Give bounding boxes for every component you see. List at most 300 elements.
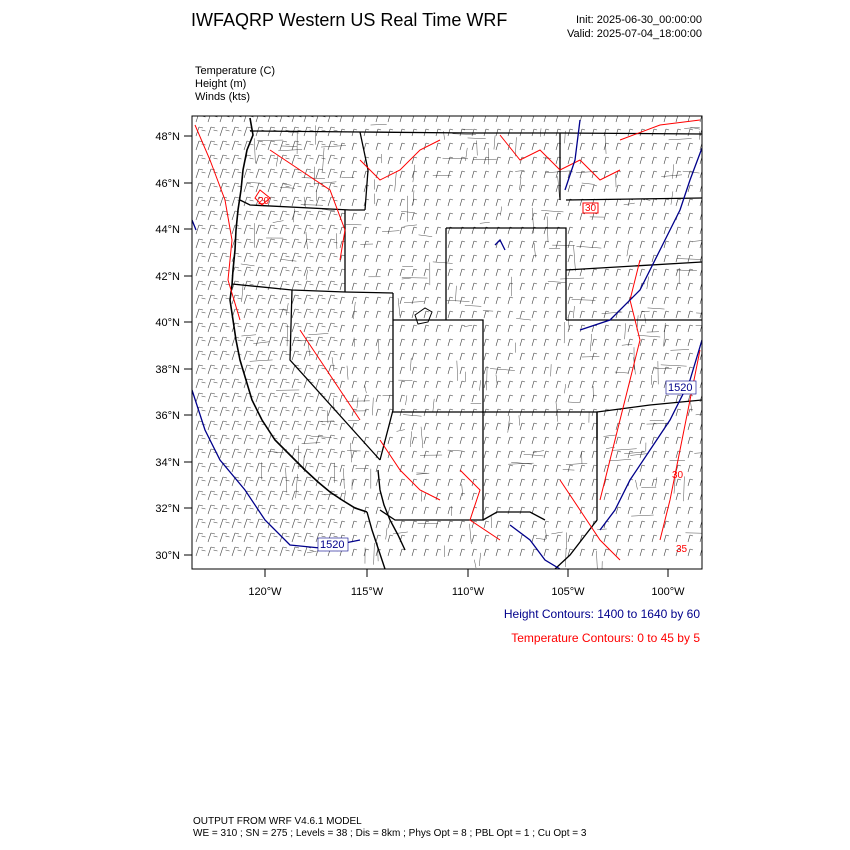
wind-barb: [220, 113, 230, 122]
wind-barb: [412, 241, 417, 248]
wind-barb: [364, 227, 369, 234]
wind-barb: [280, 393, 290, 402]
wind-barb: [280, 407, 290, 416]
wind-barb: [508, 171, 513, 178]
wind-barb: [232, 183, 242, 192]
wind-barb: [304, 547, 314, 556]
county-line: [433, 399, 434, 412]
wind-barb: [352, 241, 357, 248]
wind-barb: [532, 437, 537, 444]
wind-barb: [592, 549, 597, 556]
wind-barb: [220, 449, 230, 458]
wind-barb: [268, 379, 278, 388]
wind-barb: [640, 157, 645, 164]
wind-barb: [256, 449, 266, 458]
wind-barb: [292, 365, 302, 374]
county-line: [637, 335, 660, 337]
wind-barb: [616, 255, 621, 262]
wind-barb: [532, 381, 537, 388]
wind-barb: [376, 283, 381, 290]
wind-barb: [544, 507, 549, 514]
wind-barb: [508, 507, 513, 514]
county-line: [615, 372, 628, 373]
wind-barb: [604, 227, 609, 234]
wind-barb: [616, 549, 621, 556]
wind-barb: [400, 325, 405, 332]
wind-barb: [196, 239, 206, 248]
wind-barb: [496, 465, 501, 472]
wind-barb: [292, 281, 302, 290]
wind-barb: [280, 169, 290, 178]
county-line: [568, 317, 569, 330]
wind-barb: [508, 479, 513, 486]
wind-barb: [424, 325, 429, 332]
wind-barb: [424, 157, 429, 164]
wind-barb: [268, 337, 278, 346]
wind-barb: [376, 227, 381, 234]
county-line: [576, 171, 598, 172]
wind-barb: [496, 507, 501, 514]
wind-barb: [292, 505, 302, 514]
wind-barb: [580, 465, 585, 472]
wind-barb: [208, 533, 218, 542]
wind-barb: [340, 465, 345, 472]
wind-barb: [220, 239, 230, 248]
wind-barb: [508, 353, 513, 360]
county-line: [382, 231, 399, 232]
wind-barb: [220, 435, 230, 444]
wind-barb: [424, 465, 429, 472]
county-line: [350, 443, 351, 462]
wind-barb: [304, 393, 314, 402]
wind-barb: [244, 239, 254, 248]
wind-barb: [664, 255, 669, 262]
wind-barb: [460, 451, 465, 458]
wind-barb: [616, 507, 621, 514]
wind-barb: [544, 479, 549, 486]
county-line: [465, 305, 481, 306]
wind-barb: [628, 409, 633, 416]
wind-barb: [292, 519, 302, 528]
wind-barb: [484, 549, 489, 556]
wind-barb: [328, 113, 338, 122]
wind-barb: [220, 155, 230, 164]
wind-barb: [280, 519, 290, 528]
wind-barb: [592, 129, 597, 136]
wind-barb: [508, 255, 513, 262]
wind-barb: [568, 465, 573, 472]
wind-barb: [436, 367, 441, 374]
wind-barb: [640, 479, 645, 486]
wind-barb: [520, 339, 525, 346]
wind-barb: [556, 283, 561, 290]
wind-barb: [280, 309, 290, 318]
wind-barb: [256, 113, 266, 122]
wind-barb: [340, 283, 345, 290]
wind-barb: [364, 409, 369, 416]
wind-barb: [316, 463, 326, 472]
county-line: [685, 533, 708, 534]
wind-barb: [628, 493, 633, 500]
county-line: [241, 264, 255, 266]
wind-barb: [544, 171, 549, 178]
wind-barb: [256, 351, 266, 360]
wind-barb: [508, 535, 513, 542]
wind-barb: [256, 491, 266, 500]
wind-barb: [292, 435, 302, 444]
wind-barb: [436, 521, 441, 528]
wind-barb: [604, 283, 609, 290]
wind-barb: [520, 395, 525, 402]
wind-barb: [676, 241, 681, 248]
wind-barb: [268, 169, 278, 178]
wind-barb: [376, 199, 381, 206]
wind-barb: [280, 225, 290, 234]
wind-barb: [220, 295, 230, 304]
wind-barb: [316, 253, 326, 262]
wind-barb: [580, 185, 585, 192]
wind-barb: [472, 283, 477, 290]
wind-barb: [628, 269, 633, 276]
wind-barb: [460, 143, 465, 150]
wind-barb: [568, 479, 573, 486]
wind-barb: [376, 325, 381, 332]
wind-barb: [352, 367, 357, 374]
wind-barb: [484, 143, 489, 150]
wind-barb: [292, 239, 302, 248]
wind-barb: [484, 367, 489, 374]
wind-barb: [280, 351, 290, 360]
wind-barb: [424, 535, 429, 542]
wind-barb: [580, 213, 585, 220]
wind-barb: [568, 241, 573, 248]
wind-barb: [556, 465, 561, 472]
wind-barb: [592, 297, 597, 304]
wind-barb: [208, 477, 218, 486]
wind-barb: [616, 297, 621, 304]
temperature-label: 35: [676, 544, 688, 555]
wind-barb: [568, 185, 573, 192]
wind-barb: [628, 395, 633, 402]
wind-barb: [664, 143, 669, 150]
wind-barb: [208, 407, 218, 416]
wind-barb: [424, 297, 429, 304]
wind-barb: [352, 353, 357, 360]
wind-barb: [208, 505, 218, 514]
county-line: [336, 233, 337, 249]
wind-barb: [532, 255, 537, 262]
county-line: [257, 140, 283, 141]
wind-barb: [256, 253, 266, 262]
county-line: [464, 325, 472, 327]
wind-barb: [520, 185, 525, 192]
wind-barb: [268, 113, 278, 122]
wind-barb: [448, 381, 453, 388]
wind-barb: [400, 395, 405, 402]
wind-barb: [436, 241, 441, 248]
wind-barb: [688, 423, 693, 430]
wind-barb: [364, 143, 369, 150]
lat-label: 40°N: [155, 317, 180, 329]
wind-barb: [580, 311, 585, 318]
wind-barb: [580, 423, 585, 430]
wind-barb: [556, 395, 561, 402]
baja-coast: [367, 512, 385, 569]
wind-barb: [412, 507, 417, 514]
wind-barb: [448, 325, 453, 332]
county-line: [644, 314, 646, 323]
wind-barb: [664, 549, 669, 556]
wind-barb: [520, 311, 525, 318]
wind-barb: [340, 297, 345, 304]
wind-barb: [568, 283, 573, 290]
wind-barb: [544, 465, 549, 472]
wind-barb: [424, 213, 429, 220]
wind-barb: [568, 353, 573, 360]
wind-barb: [304, 421, 314, 430]
wind-barb: [316, 281, 326, 290]
wind-barb: [508, 381, 513, 388]
wind-barb: [460, 199, 465, 206]
wind-barb: [640, 395, 645, 402]
wind-barb: [220, 337, 230, 346]
wind-barb: [244, 225, 254, 234]
wind-barb: [580, 227, 585, 234]
wind-barb: [616, 157, 621, 164]
wind-barb: [484, 283, 489, 290]
wind-barb: [640, 521, 645, 528]
wind-barb: [304, 113, 314, 122]
wind-barb: [592, 451, 597, 458]
wind-barb: [472, 213, 477, 220]
wind-barb: [268, 267, 278, 276]
wind-barb: [412, 157, 417, 164]
wind-barb: [472, 339, 477, 346]
wind-barb: [688, 283, 693, 290]
wind-barb: [400, 353, 405, 360]
county-line: [306, 270, 308, 280]
wind-barb: [280, 477, 290, 486]
wind-barb: [520, 241, 525, 248]
wind-barb: [568, 143, 573, 150]
wind-barb: [520, 437, 525, 444]
wind-barb: [364, 353, 369, 360]
wind-barb: [664, 213, 669, 220]
wind-barb: [484, 437, 489, 444]
wind-barb: [556, 297, 561, 304]
wind-barb: [412, 465, 417, 472]
wind-barb: [304, 323, 314, 332]
wind-barb: [268, 421, 278, 430]
county-line: [684, 476, 685, 501]
wind-barb: [652, 129, 657, 136]
wind-barb: [520, 269, 525, 276]
wind-barb: [208, 113, 218, 122]
wind-barb: [232, 365, 242, 374]
wind-barb: [376, 381, 381, 388]
wind-barb: [376, 535, 381, 542]
wind-barb: [544, 143, 549, 150]
lat-label: 48°N: [155, 131, 180, 143]
wind-barb: [364, 535, 369, 542]
county-line: [564, 384, 565, 393]
wind-barb: [424, 367, 429, 374]
wind-barb: [652, 311, 657, 318]
wind-barb: [664, 297, 669, 304]
county-line: [635, 480, 637, 490]
county-line: [543, 158, 551, 159]
wind-barb: [196, 519, 206, 528]
wind-barb: [220, 309, 230, 318]
wind-barb: [316, 337, 326, 346]
wind-barb: [508, 549, 513, 556]
wind-barb: [256, 463, 266, 472]
lon-label: 120°W: [248, 586, 282, 598]
wind-barb: [400, 437, 405, 444]
wind-barb: [544, 395, 549, 402]
wind-barb: [352, 255, 357, 262]
init-time: Init: 2025-06-30_00:00:00: [576, 14, 702, 26]
wind-barb: [544, 297, 549, 304]
wind-barb: [616, 283, 621, 290]
wind-barb: [556, 325, 561, 332]
wind-barb: [292, 337, 302, 346]
wind-barb: [544, 549, 549, 556]
wind-barb: [352, 549, 357, 556]
wind-barb: [532, 395, 537, 402]
wind-barb: [400, 311, 405, 318]
wind-barb: [532, 185, 537, 192]
wind-barb: [472, 255, 477, 262]
wind-barb: [280, 141, 290, 150]
wind-barb: [520, 367, 525, 374]
wind-barb: [532, 493, 537, 500]
wind-barb: [232, 491, 242, 500]
wind-barb: [520, 255, 525, 262]
height-legend: Height Contours: 1400 to 1640 by 60: [503, 607, 700, 621]
wind-barb: [628, 437, 633, 444]
wind-barb: [484, 395, 489, 402]
wind-barb: [508, 437, 513, 444]
wind-barb: [412, 185, 417, 192]
wind-barb: [340, 311, 345, 318]
wind-barb: [220, 547, 230, 556]
wind-barb: [412, 535, 417, 542]
county-line: [455, 286, 456, 302]
wind-barb: [460, 325, 465, 332]
wind-barb: [304, 239, 314, 248]
county-line: [564, 322, 565, 343]
wind-barb: [448, 367, 453, 374]
county-line: [696, 313, 721, 314]
wind-barb: [424, 423, 429, 430]
wind-barb: [628, 185, 633, 192]
wind-barb: [556, 423, 561, 430]
wind-barb: [496, 269, 501, 276]
wind-barb: [664, 409, 669, 416]
wind-barb: [484, 311, 489, 318]
wind-barb: [412, 521, 417, 528]
wind-barb: [604, 353, 609, 360]
county-line: [648, 308, 665, 309]
wind-barb: [520, 199, 525, 206]
wind-barb: [532, 325, 537, 332]
wind-barb: [304, 281, 314, 290]
wind-barb: [484, 269, 489, 276]
field-temperature: Temperature (C): [195, 65, 276, 77]
wind-barb: [568, 297, 573, 304]
wind-barb: [472, 185, 477, 192]
wind-barb: [376, 395, 381, 402]
wind-barb: [556, 437, 561, 444]
county-line: [490, 369, 515, 371]
wind-barb: [328, 225, 338, 234]
wind-barb: [256, 393, 266, 402]
wind-barb: [424, 479, 429, 486]
wind-barb: [640, 297, 645, 304]
wind-barb: [316, 239, 326, 248]
wind-barb: [244, 407, 254, 416]
wind-barb: [556, 269, 561, 276]
wind-barb: [508, 269, 513, 276]
wind-barb: [604, 423, 609, 430]
wind-barb: [664, 367, 669, 374]
wind-barb: [472, 535, 477, 542]
contour-labels: [258, 196, 696, 555]
wind-barb: [292, 407, 302, 416]
wind-barb: [676, 129, 681, 136]
wind-barb: [544, 423, 549, 430]
wind-barb: [268, 351, 278, 360]
wind-barb: [196, 267, 206, 276]
wind-barb: [496, 367, 501, 374]
page-title: IWFAQRP Western US Real Time WRF: [191, 10, 508, 30]
wind-barb: [676, 535, 681, 542]
wind-barb: [640, 423, 645, 430]
wind-barb: [244, 435, 254, 444]
wind-barb: [508, 241, 513, 248]
wind-barb: [232, 435, 242, 444]
wind-barb: [460, 381, 465, 388]
wind-barb: [412, 437, 417, 444]
wind-barb: [652, 325, 657, 332]
wind-barb: [580, 521, 585, 528]
wind-barb: [196, 113, 206, 122]
wind-barb: [568, 213, 573, 220]
wind-barb: [652, 157, 657, 164]
wind-barb: [196, 337, 206, 346]
wind-barb: [376, 185, 381, 192]
wind-barb: [388, 213, 393, 220]
wind-barb: [568, 339, 573, 346]
county-line: [536, 538, 546, 539]
wind-barb: [484, 353, 489, 360]
wind-barb: [256, 267, 266, 276]
wind-barb: [400, 269, 405, 276]
wind-barb: [316, 211, 326, 220]
wind-barb: [196, 155, 206, 164]
wind-barb: [196, 449, 206, 458]
county-line: [625, 323, 626, 339]
wind-barb: [496, 311, 501, 318]
wind-barb: [436, 143, 441, 150]
wind-barb: [220, 491, 230, 500]
wind-barb: [664, 311, 669, 318]
wind-barb: [676, 283, 681, 290]
wind-barb: [388, 395, 393, 402]
wind-barb: [292, 267, 302, 276]
wind-barb: [244, 365, 254, 374]
